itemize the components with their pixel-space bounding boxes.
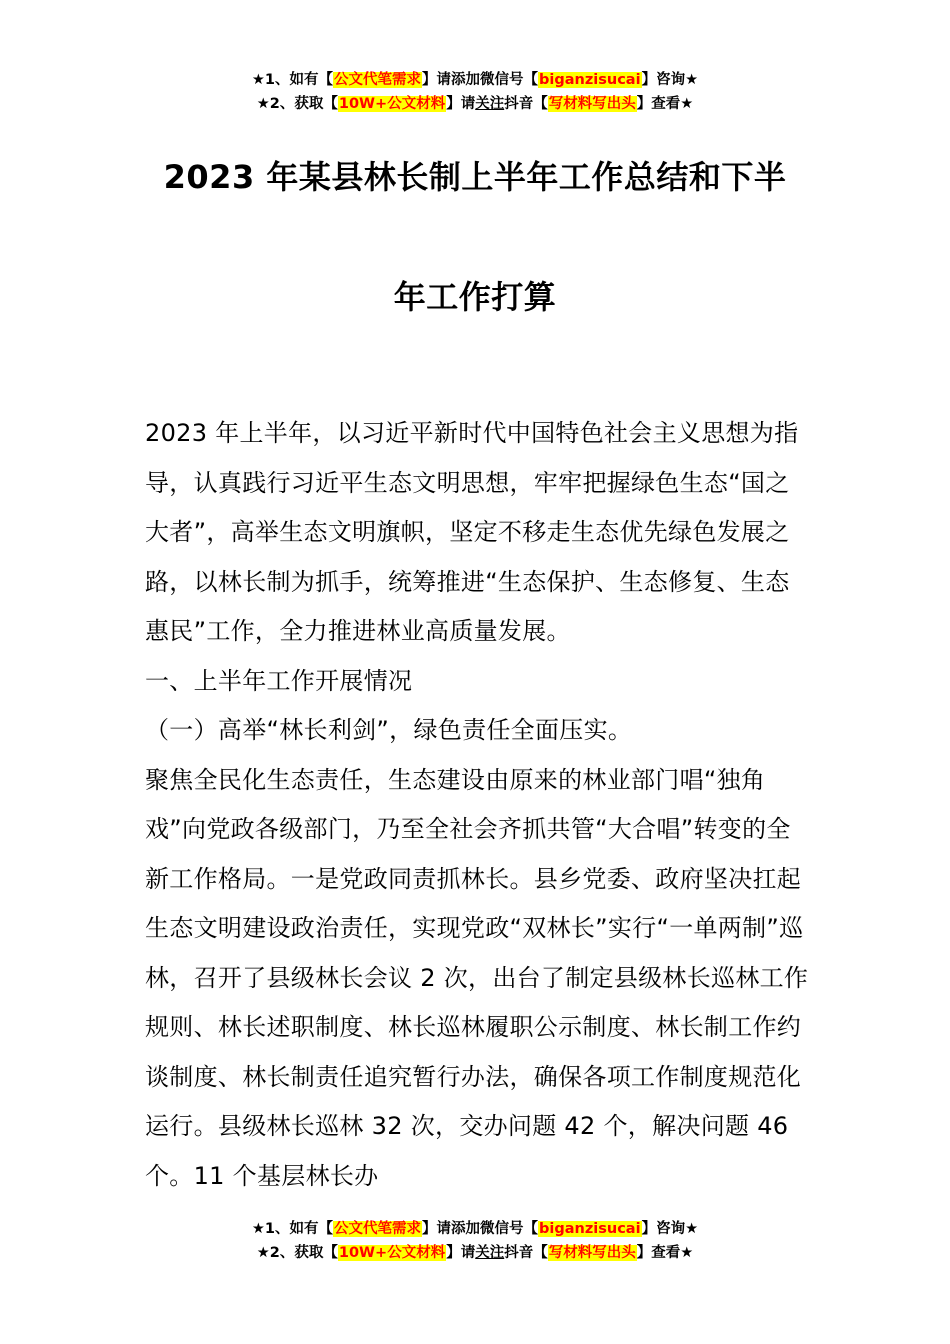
banner-text: 】查看★ [636, 1245, 694, 1261]
subsection-heading: （一）高举“林长利剑”，绿色责任全面压实。 [145, 716, 633, 744]
footer-banner [0, 1217, 950, 1265]
header-banner-line-2 [0, 92, 950, 116]
banner-text: 】请 [446, 96, 476, 112]
banner-text: ★2、获取【 [256, 1245, 338, 1261]
body-paragraph: 聚焦全民化生态责任，生态建设由原来的林业部门唱“独角戏”向党政各级部门，乃至全社会齐抓共管“大合唱”转变的全新工作格局。一是党政同责抓林长。县乡党委、政府坚决扛起生态文明建设政治责任，实现党政“双林长”实行“一单两制”巡林，召开了县级林长会议 2 次，出台了制定县级林长巡林工作规则、林长述职制度、林长巡林履职公示制度、林长制工作约谈制度、林长制责任追究暂行办法，确保各项工作制度规范化运行。县级林长巡林 32 次，交办问题 42 个，解决问题 46 个。11 个基层林长办 [145, 765, 809, 1190]
banner-text: 抖音【 [504, 96, 548, 112]
document-title-line-2: 年工作打算 [393, 278, 557, 316]
highlight-materials: 10W+公文材料 [338, 1245, 446, 1261]
banner-text: 】请添加微信号【 [422, 72, 539, 88]
banner-text: 】请添加微信号【 [422, 1221, 539, 1237]
highlight-ghostwriting: 公文代笔需求 [334, 72, 422, 88]
banner-text: 抖音【 [504, 1245, 548, 1261]
highlight-wechat-id: biganzisucai [539, 72, 641, 88]
highlight-douyin: 写材料写出头 [548, 96, 636, 112]
banner-text: 】咨询★ [641, 1221, 699, 1237]
document-title-line-1: 2023 年某县林长制上半年工作总结和下半 [163, 158, 787, 196]
banner-text: 】咨询★ [641, 72, 699, 88]
footer-banner-line-2 [0, 1241, 950, 1265]
highlight-douyin: 写材料写出头 [548, 1245, 636, 1261]
underlined-follow: 关注 [475, 96, 505, 112]
document-body [145, 409, 810, 1201]
header-banner-line-1 [0, 68, 950, 92]
footer-banner-line-1 [0, 1217, 950, 1241]
header-banner [0, 68, 950, 116]
highlight-materials: 10W+公文材料 [338, 96, 446, 112]
section-heading: 一、上半年工作开展情况 [145, 666, 413, 695]
intro-paragraph: 2023 年上半年，以习近平新时代中国特色社会主义思想为指导，认真践行习近平生态文明思想，牢牢把握绿色生态“国之大者”，高举生态文明旗帜，坚定不移走生态优先绿色发展之路，以林长制为抓手，统筹推进“生态保护、生态修复、生态惠民”工作，全力推进林业高质量发展。 [145, 419, 799, 645]
banner-text: ★1、如有【 [251, 72, 334, 88]
highlight-ghostwriting: 公文代笔需求 [334, 1221, 422, 1237]
banner-text: 】请 [446, 1245, 476, 1261]
banner-text: ★2、获取【 [256, 96, 338, 112]
banner-text: 】查看★ [636, 96, 694, 112]
underlined-follow: 关注 [475, 1245, 505, 1261]
banner-text: ★1、如有【 [251, 1221, 334, 1237]
highlight-wechat-id: biganzisucai [539, 1221, 641, 1237]
